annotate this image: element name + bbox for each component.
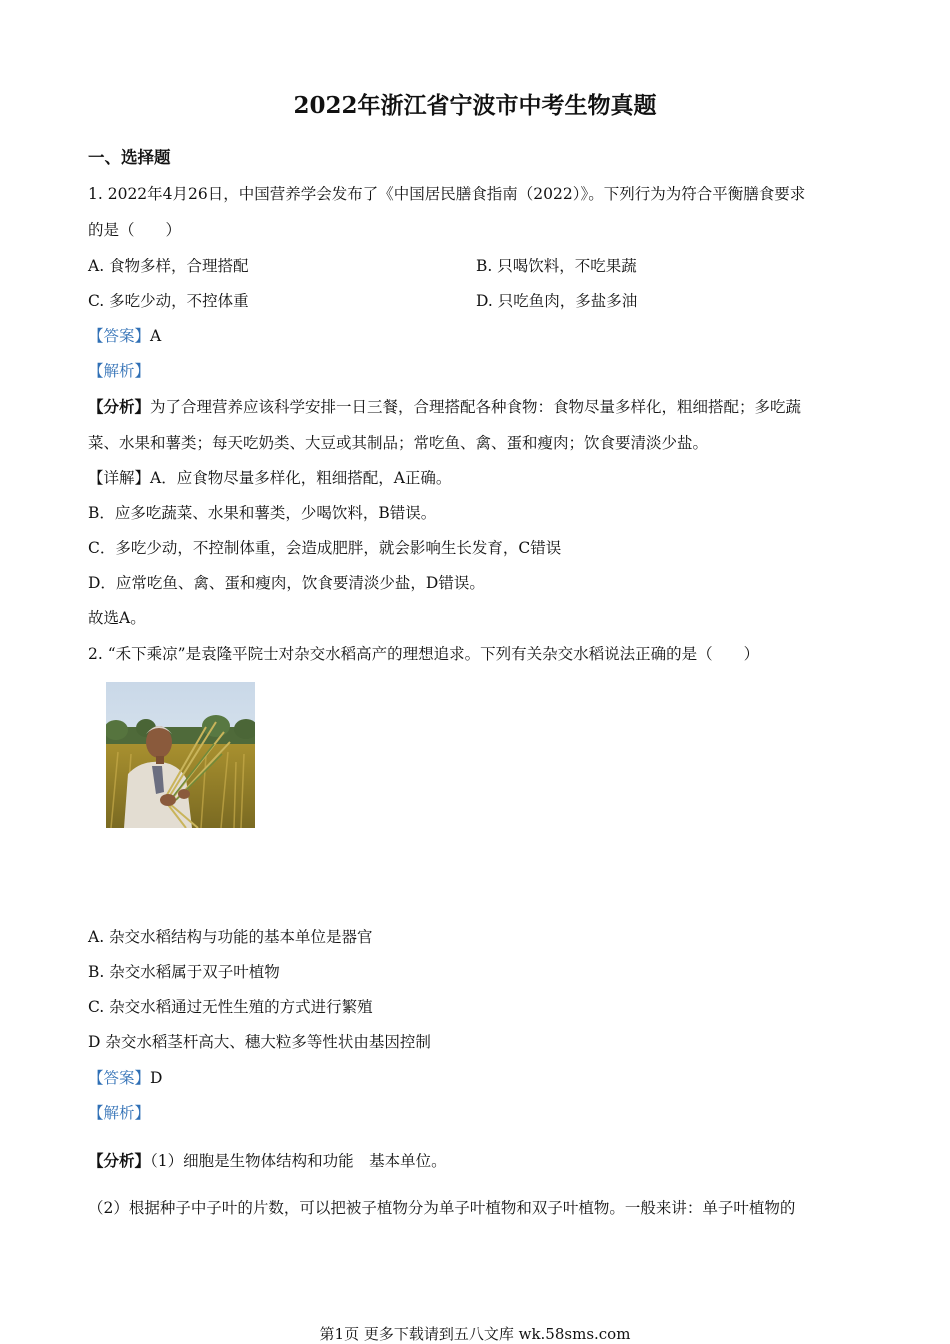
fenxi-text: 为了合理营养应该科学安排一日三餐，合理搭配各种食物：食物尽量多样化，粗细搭配；多吃蔬 xyxy=(150,398,802,416)
answer-tag: 【答案】 xyxy=(88,1069,151,1087)
q2-stem: 2. “禾下乘凉”是袁隆平院士对杂交水稻高产的理想追求。下列有关杂交水稻说法正确的是（ ） xyxy=(88,645,760,663)
answer-value: D xyxy=(150,1069,163,1087)
answer-tag: 【答案】 xyxy=(88,327,151,345)
q2-fenxi-line1 xyxy=(88,1151,447,1171)
q1-option-b: B. 只喝饮料，不吃果蔬 xyxy=(476,257,637,275)
q1-xiangjie-c: C．多吃少动，不控制体重，会造成肥胖，就会影响生长发育，C错误 xyxy=(88,539,562,557)
page-title: 2022年浙江省宁波市中考生物真题 xyxy=(293,92,657,119)
xiangjie-tag: 【详解】 xyxy=(88,469,151,487)
q1-option-a: A. 食物多样，合理搭配 xyxy=(88,257,249,275)
fenxi-tag: 【分析】 xyxy=(88,397,151,416)
fenxi-tag: 【分析】 xyxy=(88,1151,151,1170)
q1-stem-line1: 1. 2022年4月26日，中国营养学会发布了《中国居民膳食指南（2022）》。下列行为为符合平衡膳食要求 xyxy=(88,185,806,203)
xiangjie-text: A．应食物尽量多样化，粗细搭配，A正确。 xyxy=(150,469,452,487)
fenxi-text: （1）细胞是生物体结构和功能 基本单位。 xyxy=(150,1152,447,1170)
q1-fenxi-line2: 菜、水果和薯类；每天吃奶类、大豆或其制品；常吃鱼、禽、蛋和瘦肉；饮食要清淡少盐。 xyxy=(88,434,709,452)
q2-fenxi-line2: （2）根据种子中子叶的片数，可以把被子植物分为单子叶植物和双子叶植物。一般来讲：单子叶植物的 xyxy=(88,1199,796,1217)
answer-value: A xyxy=(150,327,162,345)
q1-fenxi-line1 xyxy=(88,397,801,417)
q1-stem-line2: 的是（ ） xyxy=(88,221,182,239)
section-heading: 一、选择题 xyxy=(88,148,171,167)
q1-answer xyxy=(88,326,161,346)
q2-answer xyxy=(88,1068,162,1088)
page-footer: 第1页 更多下载请到五八文库 wk.58sms.com xyxy=(319,1325,631,1343)
q2-option-c: C. 杂交水稻通过无性生殖的方式进行繁殖 xyxy=(88,998,373,1016)
q2-option-b: B. 杂交水稻属于双子叶植物 xyxy=(88,963,280,981)
q1-xiangjie-b: B．应多吃蔬菜、水果和薯类，少喝饮料，B错误。 xyxy=(88,504,437,522)
q1-option-c: C. 多吃少动，不控体重 xyxy=(88,292,249,310)
q1-option-d: D. 只吃鱼肉，多盐多油 xyxy=(476,292,638,310)
q1-xiangjie-a xyxy=(88,468,451,488)
q2-option-a: A. 杂交水稻结构与功能的基本单位是器官 xyxy=(88,928,373,946)
q1-xiangjie-d: D．应常吃鱼、禽、蛋和瘦肉，饮食要清淡少盐，D错误。 xyxy=(88,574,485,592)
q1-analysis-tag: 【解析】 xyxy=(88,362,151,380)
rice-field-photo xyxy=(106,682,255,828)
q2-analysis-tag: 【解析】 xyxy=(88,1104,151,1122)
q2-option-d: D 杂交水稻茎杆高大、穗大粒多等性状由基因控制 xyxy=(88,1033,431,1051)
q1-conclusion: 故选A。 xyxy=(88,609,146,627)
